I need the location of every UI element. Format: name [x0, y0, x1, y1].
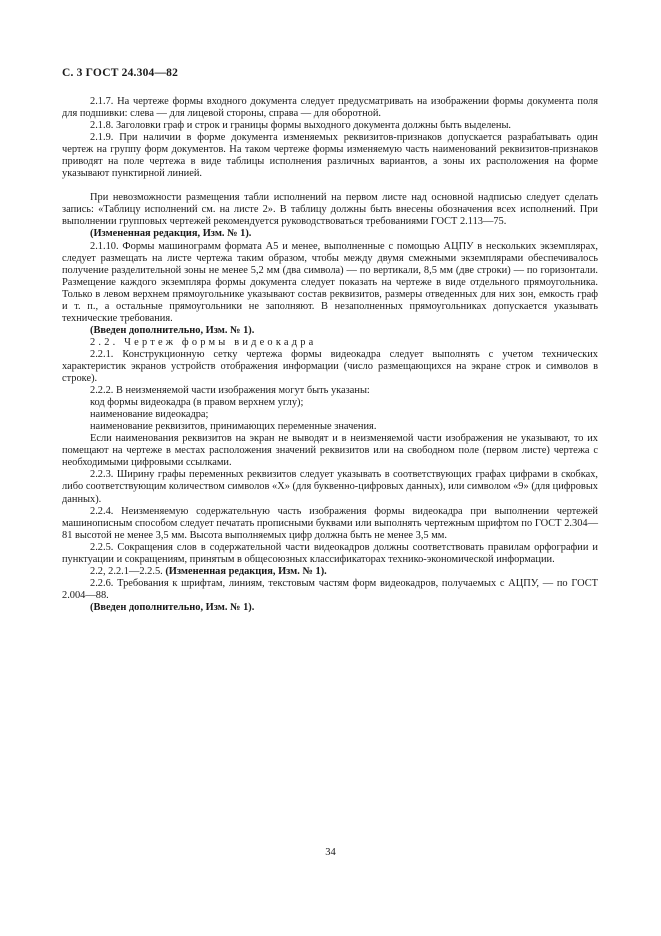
paragraph-2-2-2: 2.2.2. В неизменяемой части изображения могут быть указаны:: [90, 385, 370, 397]
section-heading-2-2: 2.2. Чертеж формы видеокадра: [90, 336, 317, 348]
paragraph-2-1-9: 2.1.9. При наличии в форме документа изменяемых реквизитов-признаков допускается разрабатывать один чертеж на группу форм документов. На таком чертеже формы изменяемую часть наименований реквизитов-признаков приводят на поле чертежа в виде таблицы исполнения различных вариантов, а зоны их расположения на форме указывают пунктирной линией.: [62, 132, 598, 180]
amendment-note: (Измененная редакция, Изм. № 1).: [165, 565, 327, 577]
page-header: С. 3 ГОСТ 24.304—82: [62, 67, 179, 79]
amendment-line: [62, 566, 598, 578]
amendment-note: (Измененная редакция, Изм. № 1).: [90, 228, 252, 240]
document-body: [62, 96, 598, 614]
paragraph-2-1-10: 2.1.10. Формы машинограмм формата А5 и менее, выполненные с помощью АЦПУ в нескольких экземплярах, следует размещать на листе чертежа таким образом, чтобы между двумя смежными экземплярами обеспечивалось получение разделительной зоны не менее 5,2 мм (два символа) — по вертикали, 8,5 мм (две строки) — по горизонтали. Размещение каждого экземпляра формы документа следует показать на чертеже в виде отдельного прямоугольника. Только в левом верхнем прямоугольнике указывают состав реквизитов, размеры отведенных для них зон, емкость граф и т. п., а остальные прямоугольники не заполняют. В незаполненных прямоугольниках допускается указывать технические требования.: [62, 240, 598, 324]
paragraph-2-2-3: 2.2.3. Ширину графы переменных реквизитов следует указывать в соответствующих графах цифрами в скобках, либо соответствующим количеством символов «Х» (для буквенно-цифровых данных), или символом «9» (для цифровых данных).: [62, 469, 598, 505]
paragraph-requisite-names: Если наименования реквизитов на экран не выводят и в неизменяемой части изображения не указывают, то их помещают на чертеже в местах расположения значений реквизитов или на свободном поле (первом листе) чертежа с необходимыми цифровыми ссылками.: [62, 433, 598, 469]
paragraph-2-1-7: 2.1.7. На чертеже формы входного документа следует предусматривать на изображении формы документа поля для подшивки: слева — для лицевой стороны, справа — для оборотной.: [62, 96, 598, 120]
paragraph-variants-table: При невозможности размещения табли исполнений на первом листе над основной надписью следует сделать запись: «Таблицу исполнений см. на листе 2». В таблицу должны быть внесены обозначения всех исполнений. При выполнении групповых чертежей рекомендуется руководствоваться требованиями ГОСТ 2.113—75.: [62, 192, 598, 228]
addition-note: (Введен дополнительно, Изм. № 1).: [90, 601, 255, 613]
addition-note: (Введен дополнительно, Изм. № 1).: [90, 324, 255, 336]
list-item: наименование видеокадра;: [90, 409, 209, 421]
paragraph-2-1-8: 2.1.8. Заголовки граф и строк и границы формы выходного документа должны быть выделены.: [90, 120, 512, 132]
paragraph-2-2-5: 2.2.5. Сокращения слов в содержательной части видеокадров должны соответствовать правилам орфографии и пунктуации и сокращениям, принятым в общесоюзных классификаторах технико-экономической информации.: [62, 541, 598, 565]
paragraph-2-2-4: 2.2.4. Неизменяемую содержательную часть изображения формы видеокадра при выполнении чертежей машинописным способом следует печатать прописными буквами или выполнять чертежным шрифтом по ГОСТ 2.304—81 высотой не менее 3,5 мм. Высота выполняемых цифр должна быть не менее 3,5 мм.: [62, 505, 598, 541]
amendment-ref: 2.2, 2.2.1—2.2.5.: [90, 565, 166, 577]
paragraph-2-2-6: 2.2.6. Требования к шрифтам, линиям, текстовым частям форм видеокадров, получаемых с АЦПУ, — по ГОСТ 2.004—88.: [62, 577, 598, 601]
paragraph-2-2-1: 2.2.1. Конструкционную сетку чертежа формы видеокадра следует выполнять с учетом технических характеристик экранов устройств отображения информации (число размещающихся на экране строк и символов в строке).: [62, 348, 598, 385]
list-item: код формы видеокадра (в правом верхнем углу);: [90, 397, 304, 409]
page-number: 34: [325, 847, 336, 858]
list-item: наименование реквизитов, принимающих переменные значения.: [90, 421, 377, 433]
